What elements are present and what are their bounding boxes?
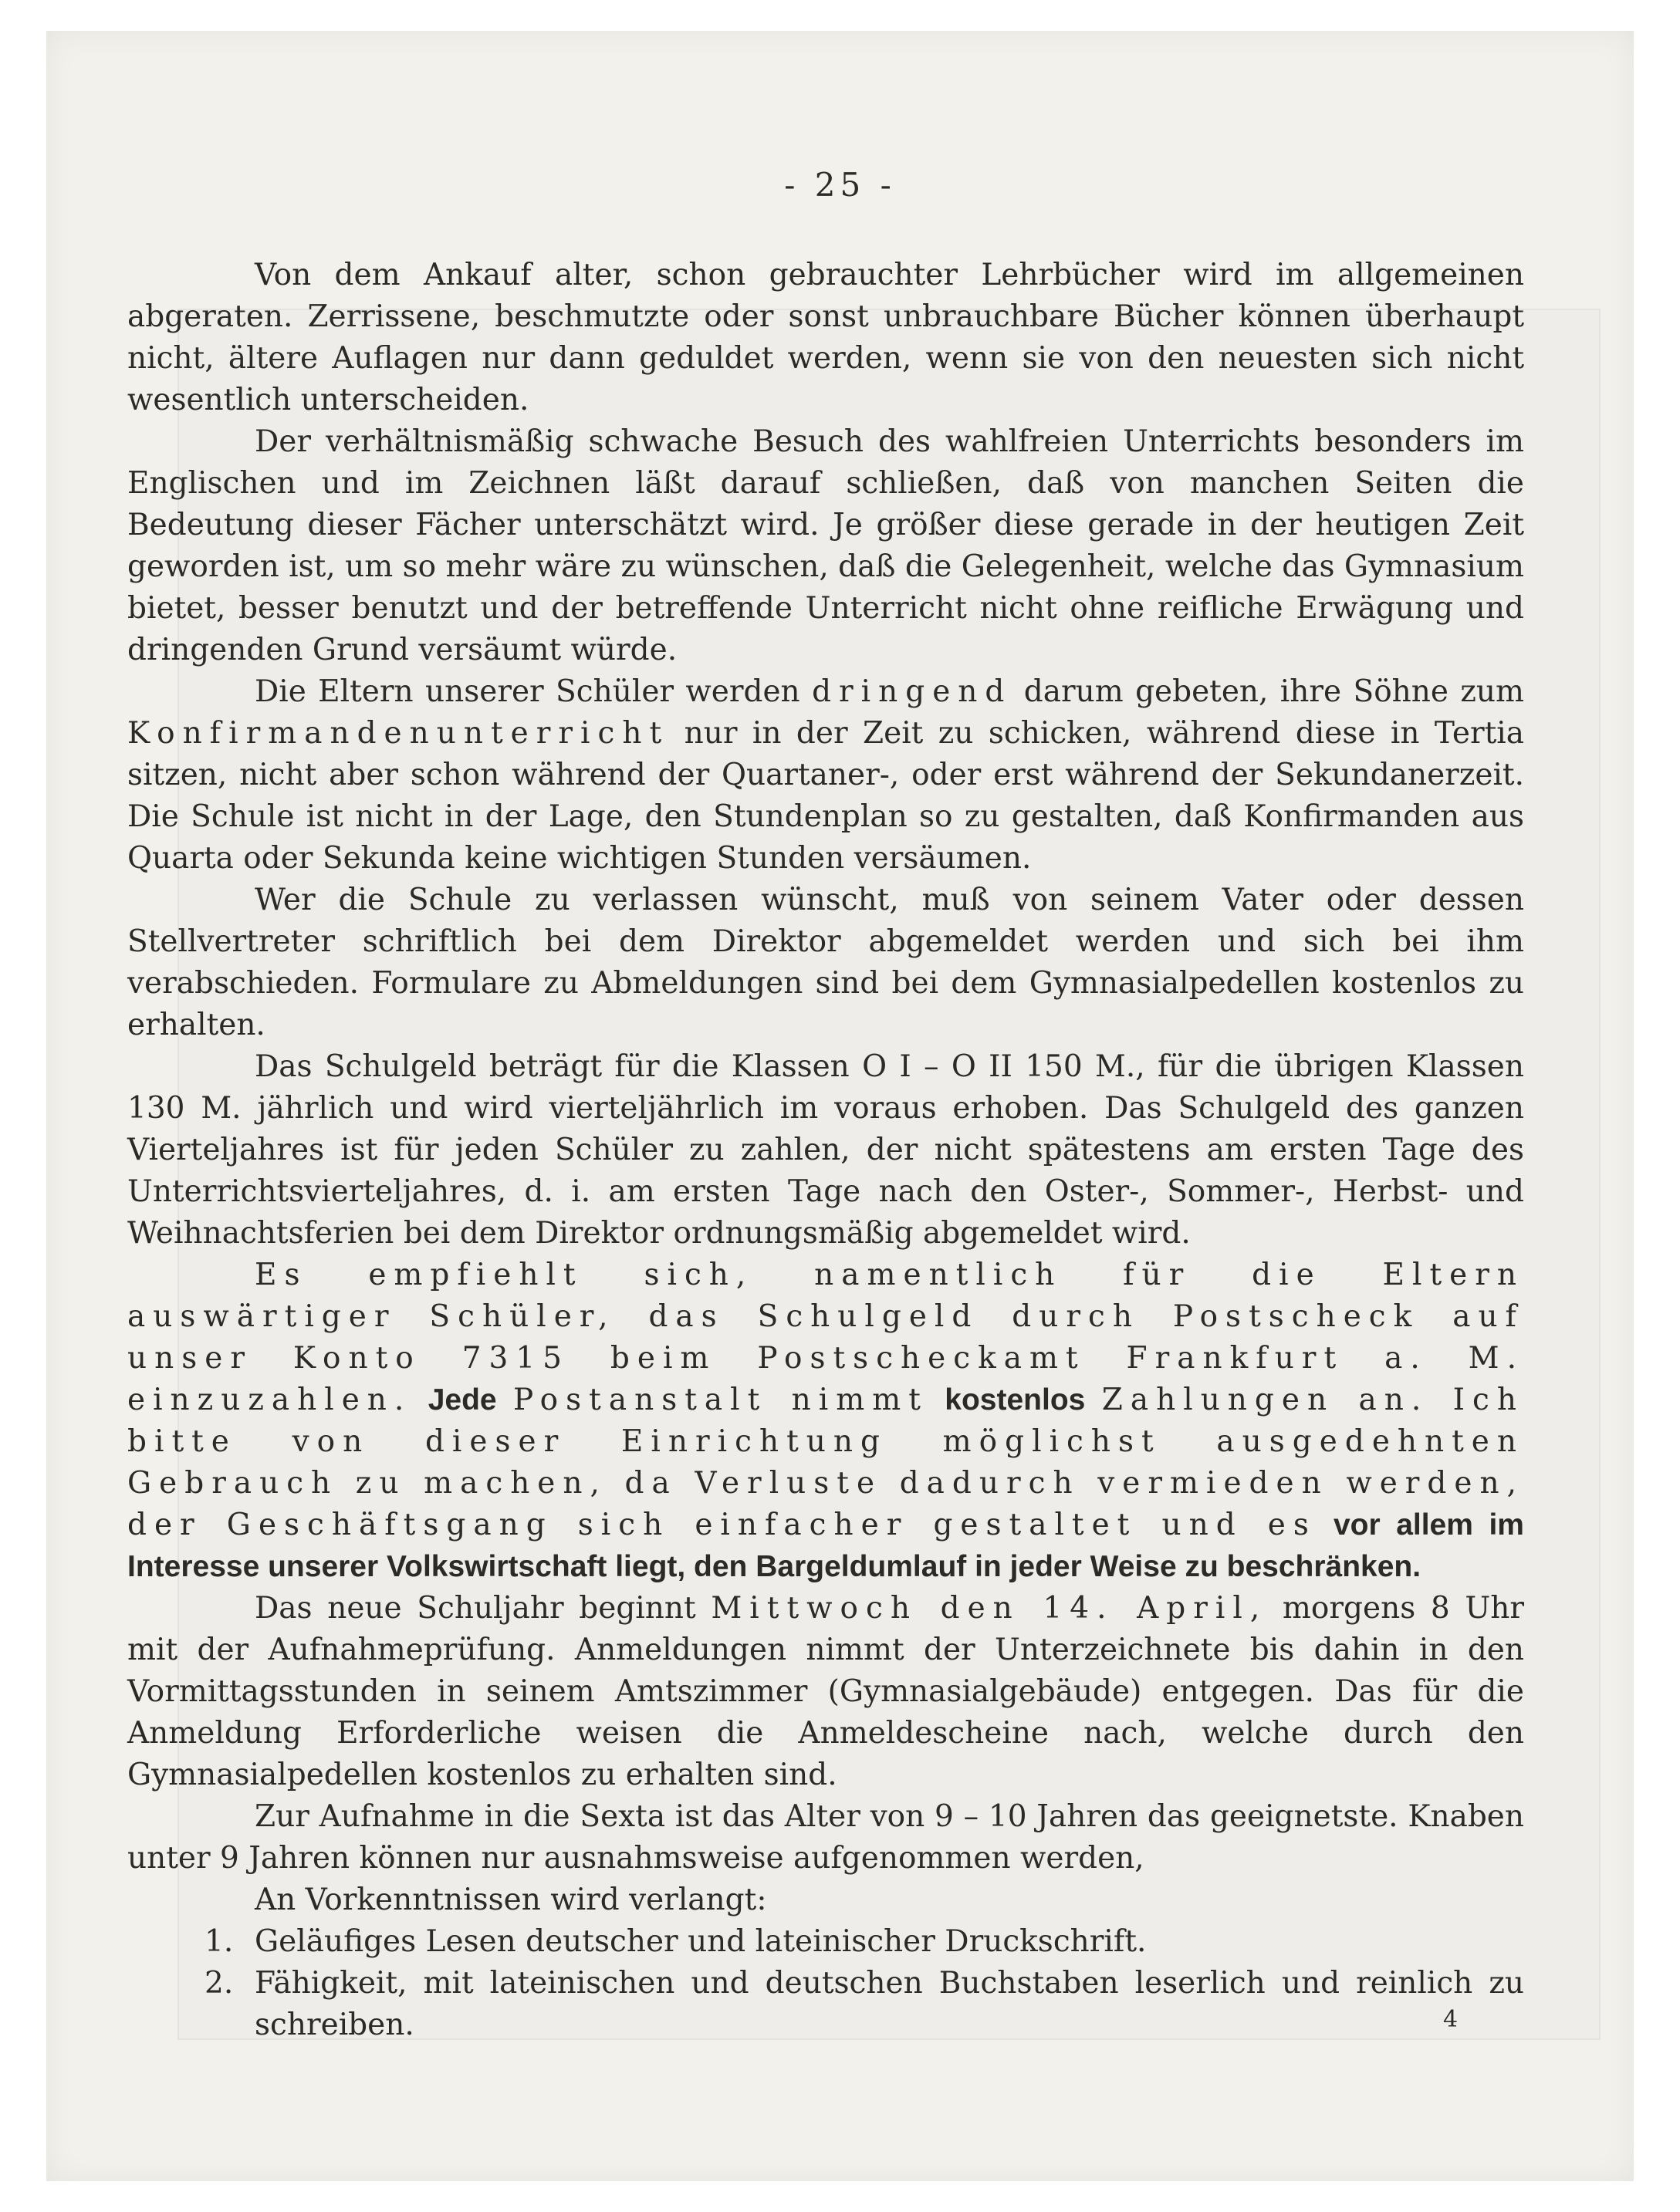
text: morgens 8 Uhr mit der Aufnahmeprüfung. Anmeldungen nimmt der Unterzeichnete bis dahin in den Vormittagsstunden in seinem Amtszimmer (Gymnasialgebäude) entgegen. Das für die Anmeldung Erforderliche weisen die Anmeldescheine nach, welche durch den Gymnasialpedellen kostenlos zu erhalten sind. <box>127 1591 1524 1792</box>
spaced-text: Zahlungen an. Ich bitte von dieser Einrichtung möglichst ausgedehnten Gebrauch zu machen, da Verluste dadurch vermieden werden, der Geschäftsgang sich einfacher gestaltet und es <box>127 1383 1524 1542</box>
paragraph-admission-age: Zur Aufnahme in die Sexta ist das Alter von 9 – 10 Jahren das geeignetste. Knaben unter 9 Jahren können nur ausnahmsweise aufgenommen werden, <box>127 1799 1524 1876</box>
emphasis-dringend: dringend <box>812 674 1012 709</box>
paragraph-postscheck <box>127 1255 1524 1588</box>
emphasis-date: Mittwoch den 14. April, <box>711 1591 1268 1626</box>
spaced-text: Es empfiehlt sich, namentlich für die Eltern auswärtiger Schüler, das Schulgeld durch Postscheck auf unser Konto 7315 beim Postscheckamt Frankfurt a. M. einzuzahlen. <box>127 1258 1524 1417</box>
list-number: 1. <box>205 1924 234 1959</box>
text: Die Eltern unserer Schüler werden <box>255 674 800 709</box>
paragraph-school-year <box>127 1588 1524 1796</box>
list-item <box>127 1921 1524 1963</box>
list-item <box>127 1963 1524 2046</box>
list-text: Fähigkeit, mit lateinischen und deutschen Buchstaben leserlich und reinlich zu schreiben. <box>255 1966 1524 2042</box>
text: darum gebeten, ihre Söhne zum <box>1023 674 1524 709</box>
paragraph-requirements-intro: An Vorkenntnissen wird verlangt: <box>255 1883 767 1917</box>
list-number: 2. <box>205 1966 234 2001</box>
spaced-text: Postanstalt nimmt <box>513 1383 928 1417</box>
emphasis-konfirmandenunterricht: Konfirmandenunterricht <box>127 716 670 751</box>
bold-volkswirtschaft: vor allem im Interesse unserer Volkswirtschaft liegt, den Bargeldumlauf in jeder Weise zu beschränken. <box>127 1508 1524 1583</box>
requirements-list <box>127 1921 1524 2046</box>
paragraph-confirmation <box>127 671 1524 880</box>
paragraph-school-fees: Das Schulgeld beträgt für die Klassen O I – O II 150 M., für die übrigen Klassen 130 M. jährlich und wird vierteljährlich im voraus erhoben. Das Schulgeld des ganzen Vierteljahres ist für jeden Schüler zu zahlen, der nicht spätestens am ersten Tage des Unterrichtsvierteljahres, d. i. am ersten Tage nach den Oster-, Sommer-, Herbst- und Weihnachtsferien bei dem Direktor ordnungsmäßig abgemeldet wird. <box>127 1049 1524 1251</box>
list-text: Geläufiges Lesen deutscher und lateinischer Druckschrift. <box>255 1924 1147 1959</box>
paragraph-leaving-school: Wer die Schule zu verlassen wünscht, muß von seinem Vater oder dessen Stellvertreter schriftlich bei dem Direktor abgemeldet werden und sich bei ihm verabschieden. Formulare zu Abmeldungen sind bei dem Gymnasialpedellen kostenlos zu erhalten. <box>127 883 1524 1042</box>
page-number: - 25 - <box>784 166 896 204</box>
text: Das neue Schuljahr beginnt <box>255 1591 696 1626</box>
paragraph-textbooks: Von dem Ankauf alter, schon gebrauchter Lehrbücher wird im allgemeinen abgeraten. Zerrissene, beschmutzte oder sonst unbrauchbare Bücher können überhaupt nicht, ältere Auflagen nur dann geduldet werden, wenn sie von den neuesten sich nicht wesentlich unterscheiden. <box>127 258 1524 417</box>
bold-jede: Jede <box>428 1383 497 1417</box>
bold-kostenlos: kostenlos <box>945 1383 1086 1417</box>
document-body <box>127 255 1524 2046</box>
text: nur in der Zeit zu schicken, während diese in Tertia sitzen, nicht aber schon während der Quartaner-, oder erst während der Sekundanerzeit. Die Schule ist nicht in der Lage, den Stundenplan so zu gestalten, daß Konfirmanden aus Quarta oder Sekunda keine wichtigen Stunden versäumen. <box>127 716 1524 876</box>
signature-mark: 4 <box>1443 2006 1459 2033</box>
paragraph-optional-lessons: Der verhältnismäßig schwache Besuch des wahlfreien Unterrichts besonders im Englischen und im Zeichnen läßt darauf schließen, daß von manchen Seiten die Bedeutung dieser Fächer unterschätzt wird. Je größer diese gerade in der heutigen Zeit geworden ist, um so mehr wäre zu wünschen, daß die Gelegenheit, welche das Gymnasium bietet, besser benutzt und der betreffende Unterricht nicht ohne reifliche Erwägung und dringenden Grund versäumt würde. <box>127 424 1524 667</box>
